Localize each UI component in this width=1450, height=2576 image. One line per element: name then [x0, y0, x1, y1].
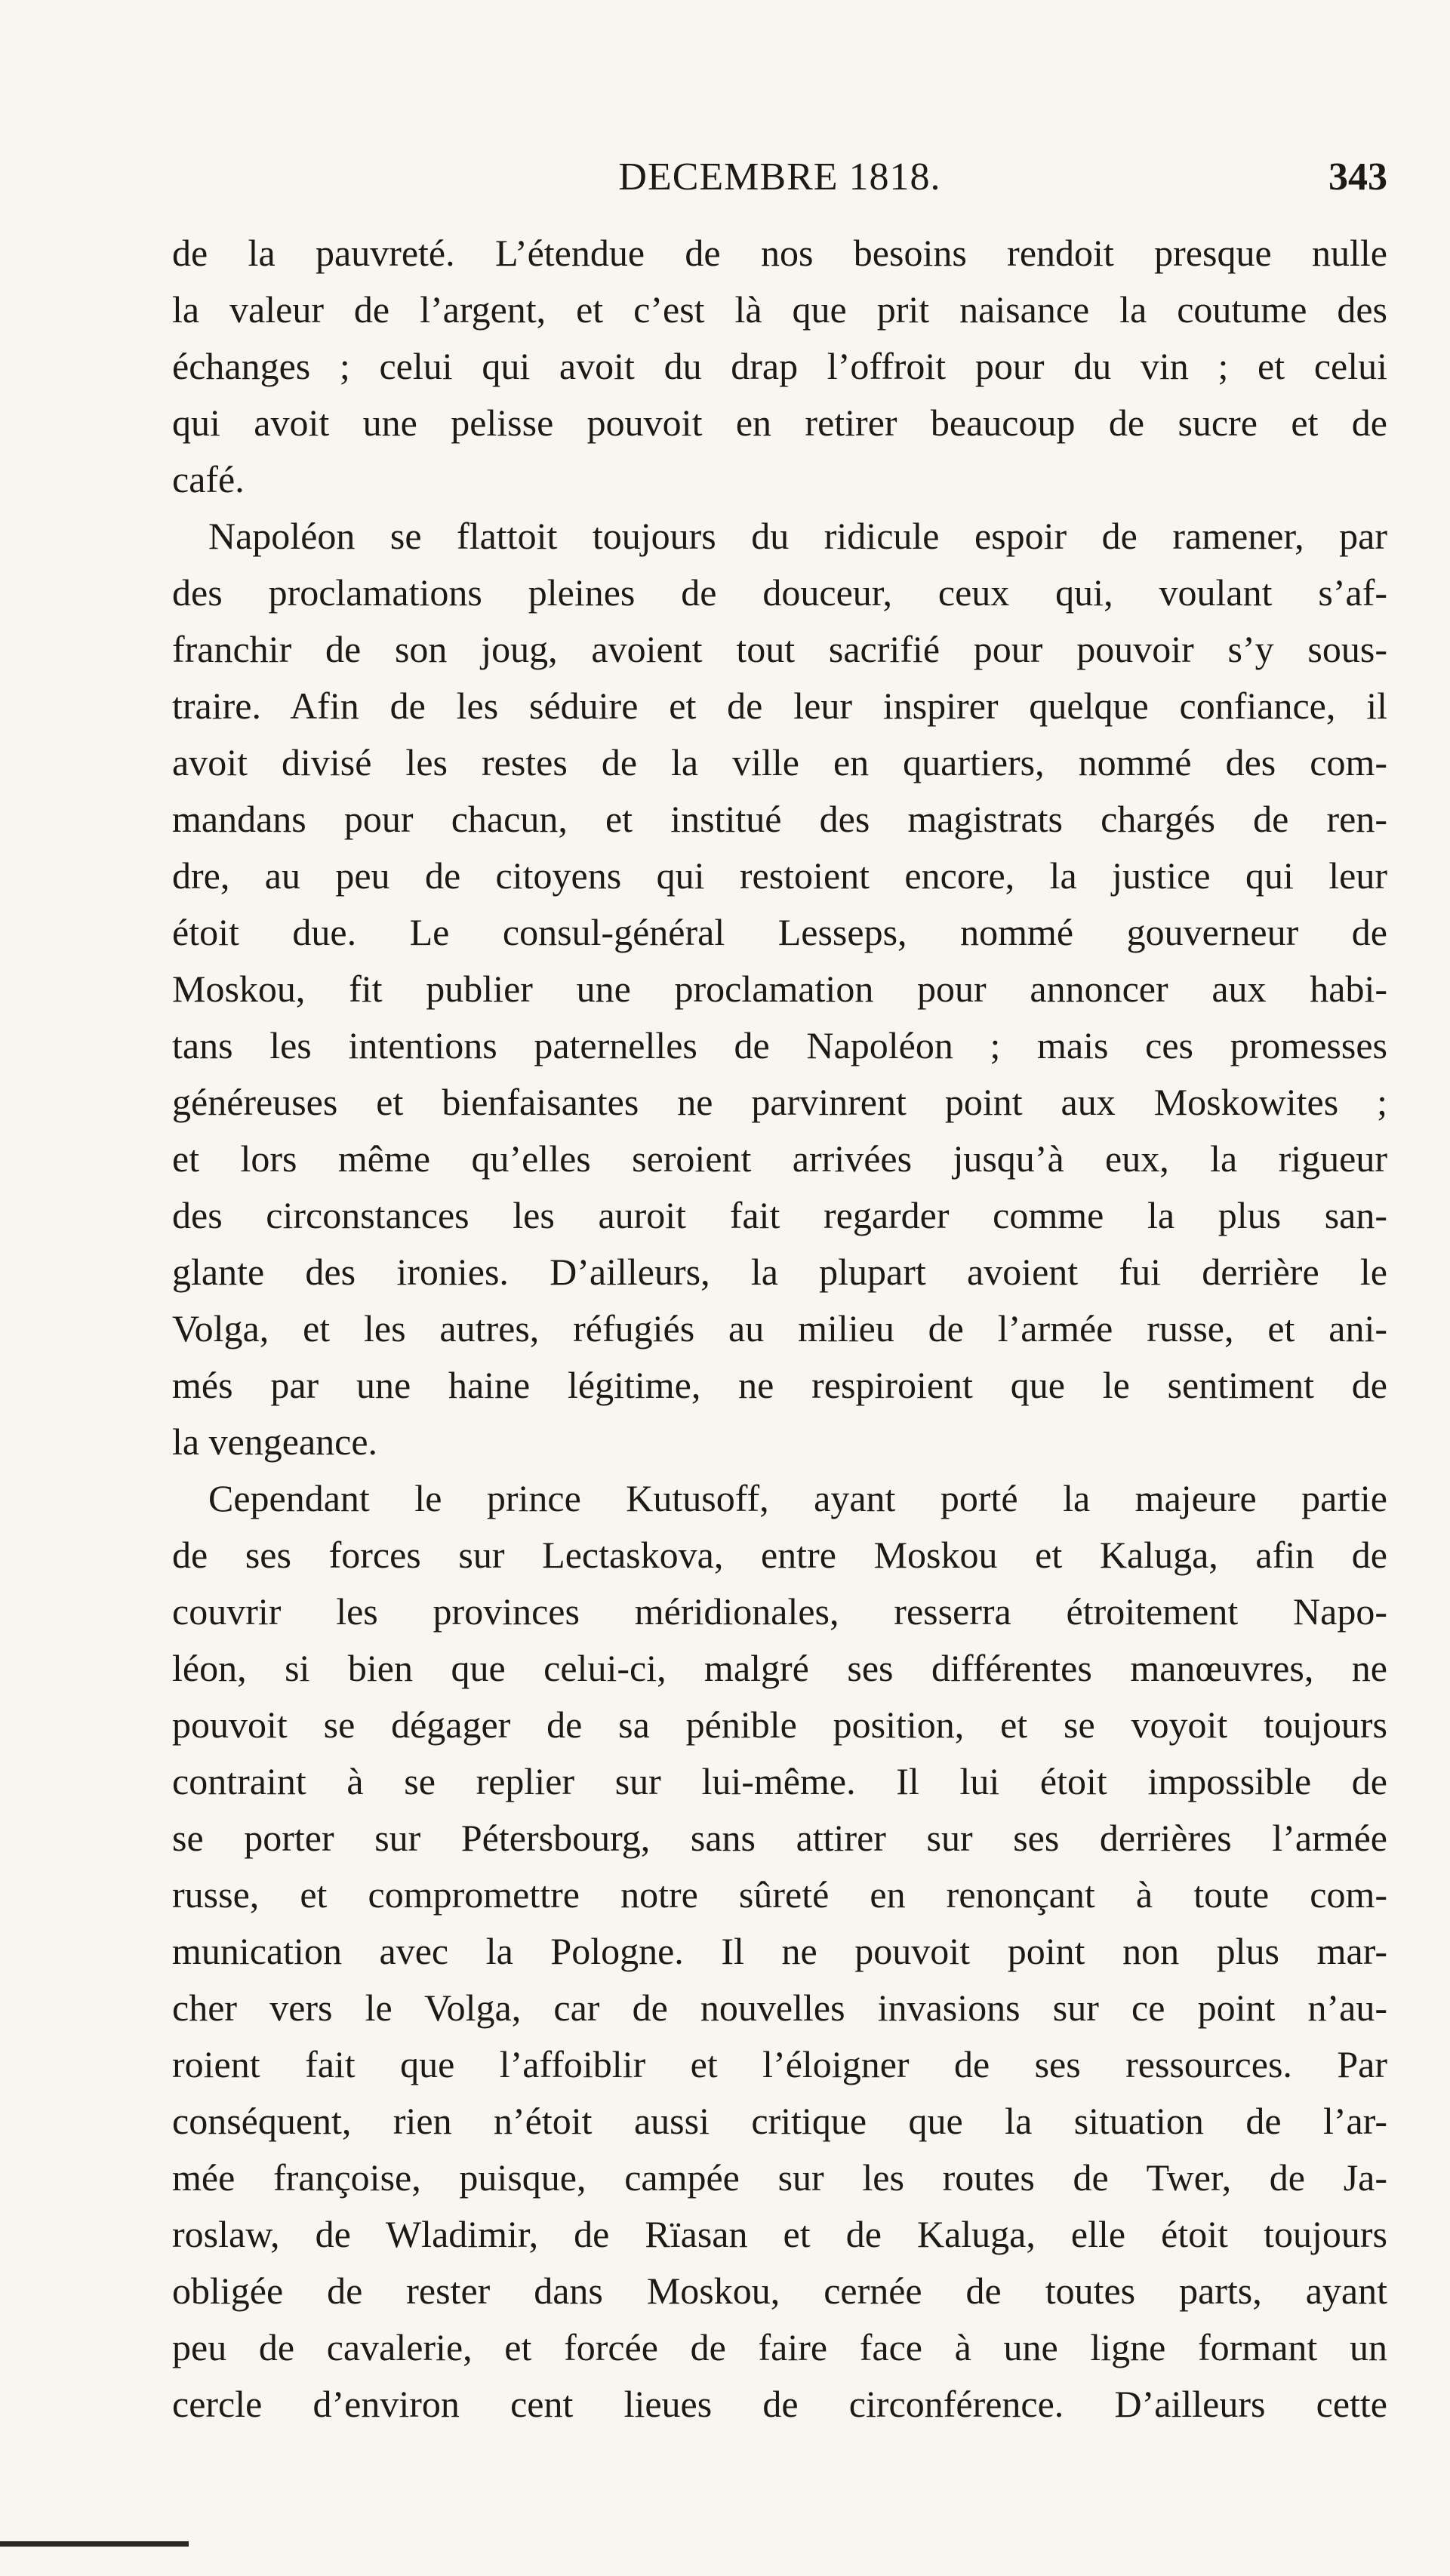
- text-line: pouvoit se dégager de sa pénible position, et se voyoit toujours: [172, 1703, 1387, 1746]
- text-line: de ses forces sur Lectaskova, entre Moskou et Kaluga, afin de: [172, 1534, 1387, 1576]
- text-line: échanges ; celui qui avoit du drap l’offroit pour du vin ; et celui: [172, 345, 1387, 387]
- text-line: la valeur de l’argent, et c’est là que prit naisance la coutume des: [172, 288, 1387, 331]
- text-line: munication avec la Pologne. Il ne pouvoit point non plus mar-: [172, 1930, 1387, 1972]
- text-line: mée françoise, puisque, campée sur les routes de Twer, de Ja-: [172, 2156, 1387, 2199]
- page-number: 343: [1328, 155, 1387, 199]
- text-line: café.: [172, 458, 245, 500]
- text-line: mandans pour chacun, et institué des magistrats chargés de ren-: [172, 798, 1387, 840]
- text-line: obligée de rester dans Moskou, cernée de toutes parts, ayant: [172, 2270, 1387, 2312]
- paragraph-3: [172, 1470, 1387, 2433]
- text-line: léon, si bien que celui-ci, malgré ses différentes manœuvres, ne: [172, 1647, 1387, 1689]
- text-line: contraint à se replier sur lui-même. Il lui étoit impossible de: [172, 1760, 1387, 1802]
- text-line: roient fait que l’affoiblir et l’éloigner de ses ressources. Par: [172, 2043, 1387, 2085]
- bottom-rule: [0, 2541, 189, 2547]
- text-line: étoit due. Le consul-général Lesseps, nommé gouverneur de: [172, 911, 1387, 953]
- paragraph-2: [172, 508, 1387, 1470]
- text-line: russe, et compromettre notre sûreté en renonçant à toute com-: [172, 1873, 1387, 1916]
- body-text: [172, 225, 1387, 2433]
- text-line: de la pauvreté. L’étendue de nos besoins rendoit presque nulle: [172, 232, 1387, 274]
- paragraph-1: [172, 225, 1387, 508]
- text-line: et lors même qu’elles seroient arrivées jusqu’à eux, la rigueur: [172, 1137, 1387, 1180]
- text-line: se porter sur Pétersbourg, sans attirer sur ses derrières l’armée: [172, 1817, 1387, 1859]
- text-line: qui avoit une pelisse pouvoit en retirer beaucoup de sucre et de: [172, 402, 1387, 444]
- text-line: cercle d’environ cent lieues de circonférence. D’ailleurs cette: [172, 2383, 1387, 2425]
- text-line: Cependant le prince Kutusoff, ayant porté la majeure partie: [208, 1477, 1387, 1519]
- text-line: peu de cavalerie, et forcée de faire face à une ligne formant un: [172, 2326, 1387, 2368]
- text-line: roslaw, de Wladimir, de Rïasan et de Kaluga, elle étoit toujours: [172, 2213, 1387, 2255]
- text-line: la vengeance.: [172, 1420, 378, 1463]
- text-line: des proclamations pleines de douceur, ceux qui, voulant s’af-: [172, 571, 1387, 614]
- text-line: franchir de son joug, avoient tout sacrifié pour pouvoir s’y sous-: [172, 628, 1387, 670]
- running-head: [172, 147, 1387, 208]
- text-line: tans les intentions paternelles de Napoléon ; mais ces promesses: [172, 1024, 1387, 1066]
- text-line: Napoléon se flattoit toujours du ridicule espoir de ramener, par: [208, 515, 1387, 557]
- text-line: glante des ironies. D’ailleurs, la plupart avoient fui derrière le: [172, 1251, 1387, 1293]
- text-line: més par une haine légitime, ne respiroient que le sentiment de: [172, 1364, 1387, 1406]
- text-line: couvrir les provinces méridionales, resserra étroitement Napo-: [172, 1590, 1387, 1633]
- text-line: conséquent, rien n’étoit aussi critique que la situation de l’ar-: [172, 2100, 1387, 2142]
- text-line: cher vers le Volga, car de nouvelles invasions sur ce point n’au-: [172, 1987, 1387, 2029]
- text-line: Moskou, fit publier une proclamation pour annoncer aux habi-: [172, 968, 1387, 1010]
- text-line: traire. Afin de les séduire et de leur inspirer quelque confiance, il: [172, 685, 1387, 727]
- text-line: dre, au peu de citoyens qui restoient encore, la justice qui leur: [172, 854, 1387, 897]
- text-line: avoit divisé les restes de la ville en quartiers, nommé des com-: [172, 741, 1387, 783]
- text-line: des circonstances les auroit fait regarder comme la plus san-: [172, 1194, 1387, 1236]
- running-title: DECEMBRE 1818.: [618, 155, 941, 199]
- text-line: Volga, et les autres, réfugiés au milieu de l’armée russe, et ani-: [172, 1307, 1387, 1350]
- text-line: généreuses et bienfaisantes ne parvinrent point aux Moskowites ;: [172, 1081, 1387, 1123]
